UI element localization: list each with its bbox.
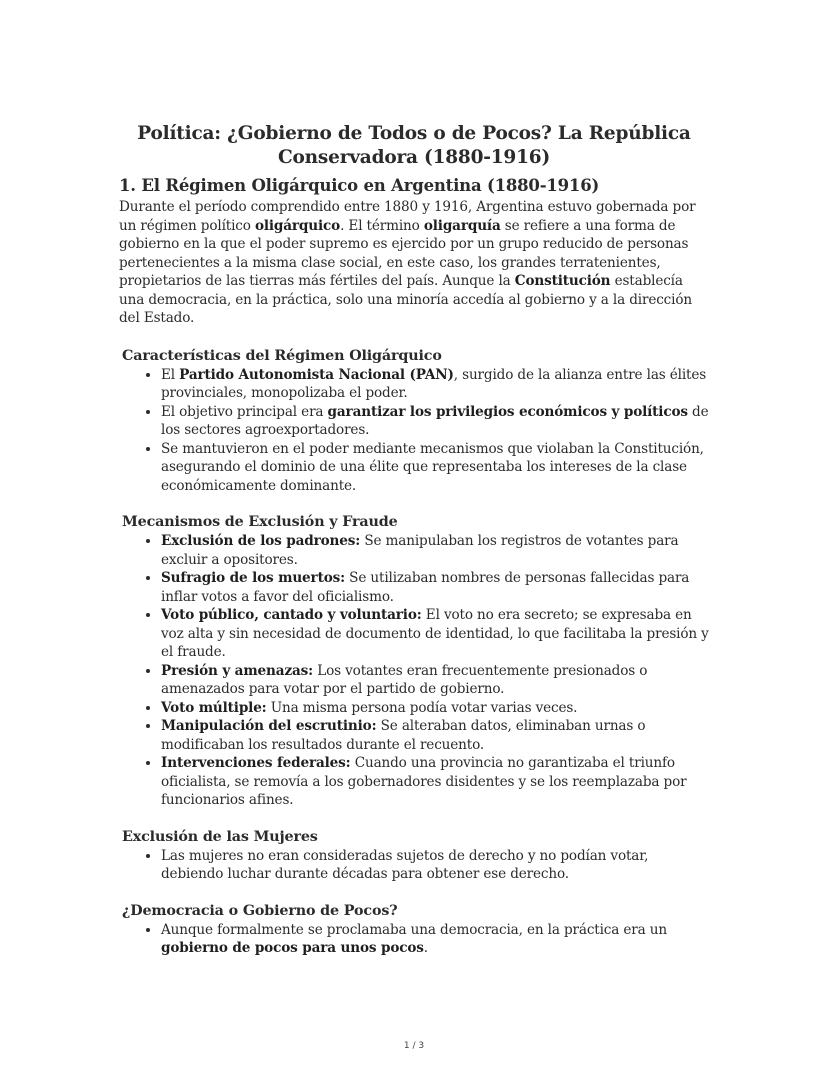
intro-paragraph: Durante el período comprendido entre 1880 y 1916, Argentina estuvo gobernada por un régimen político oligárquico. El término oligarquía se refiere a una forma de gobierno en la que el poder supremo es ejercido por un grupo reducido de personas pertenecientes a la misma clase social, en este caso, los grandes terratenientes, propietarios de las tierras más fértiles del país. Aunque la Constitución establecía una democracia, en la práctica, solo una minoría accedía al gobierno y a la dirección del Estado. — [119, 199, 696, 326]
list-item: • Presión y amenazas: Los votantes eran frecuentemente presionados o amenazados para votar por el partido de gobierno. — [161, 662, 709, 699]
list-item: • El objetivo principal era garantizar los privilegios económicos y políticos de los sectores agroexportadores. — [161, 403, 709, 440]
section-heading-regimen: 1. El Régimen Oligárquico en Argentina (1880-1916) — [119, 176, 600, 195]
list-item: • Sufragio de los muertos: Se utilizaban nombres de personas fallecidas para inflar votos a favor del oficialismo. — [161, 569, 709, 606]
list-item: • Voto público, cantado y voluntario: El voto no era secreto; se expresaba en voz alta y sin necesidad de documento de identidad, lo que facilitaba la presión y el fraude. — [161, 606, 709, 662]
document-content — [119, 122, 709, 976]
list-item: • Se mantuvieron en el poder mediante mecanismos que violaban la Constitución, asegurando el dominio de una élite que representaba los intereses de la clase económicamente dominante. — [161, 440, 709, 496]
mechanisms-list — [119, 532, 709, 810]
subheading-mechanisms: Mecanismos de Exclusión y Fraude — [122, 514, 398, 530]
democracy-list — [119, 921, 709, 958]
subheading-democracy: ¿Democracia o Gobierno de Pocos? — [122, 902, 398, 919]
subheading-characteristics: Características del Régimen Oligárquico — [122, 347, 442, 364]
characteristics-list — [119, 366, 709, 496]
list-item: • Las mujeres no eran consideradas sujetos de derecho y no podían votar, debiendo luchar durante décadas para obtener ese derecho. — [161, 847, 709, 884]
list-item: • Manipulación del escrutinio: Se alteraban datos, eliminaban urnas o modificaban los resultados durante el recuento. — [161, 717, 709, 754]
list-item: • Aunque formalmente se proclamaba una democracia, en la práctica era un gobierno de pocos para unos pocos. — [161, 921, 709, 958]
list-item: • El Partido Autonomista Nacional (PAN), surgido de la alianza entre las élites provinciales, monopolizaba el poder. — [161, 366, 709, 403]
document-title: Política: ¿Gobierno de Todos o de Pocos? La República Conservadora (1880-1916) — [137, 123, 691, 168]
list-item: • Intervenciones federales: Cuando una provincia no garantizaba el triunfo oficialista, se removía a los gobernadores disidentes y se los reemplazaba por funcionarios afines. — [161, 754, 709, 810]
subheading-women: Exclusión de las Mujeres — [122, 828, 318, 845]
women-list — [119, 847, 709, 884]
list-item: • Voto múltiple: Una misma persona podía votar varias veces. — [161, 699, 709, 718]
list-item: • Exclusión de los padrones: Se manipulaban los registros de votantes para excluir a opositores. — [161, 532, 709, 569]
page-indicator: 1 / 3 — [403, 1041, 425, 1051]
